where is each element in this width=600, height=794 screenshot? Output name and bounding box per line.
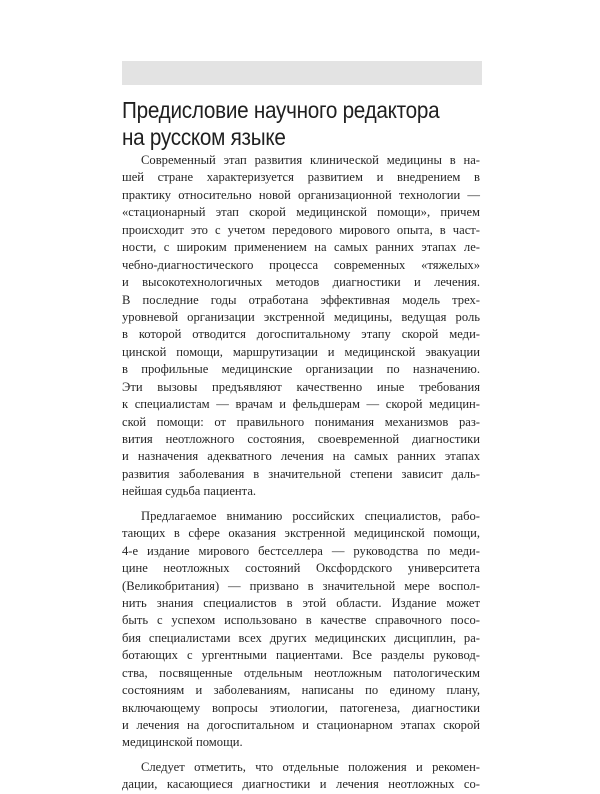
- paragraph-line: медицинской помощи.: [122, 735, 243, 750]
- paragraph-line: и высокотехнологичных методов диагностики и лечения.: [122, 275, 480, 290]
- paragraph-line: в профильные медицинские организации по назначению.: [122, 362, 480, 377]
- paragraph-line: нейшая судьба пациента.: [122, 484, 257, 499]
- paragraph-line: ской помощи: от правильного понимания механизмов раз-: [122, 414, 480, 429]
- title-line-2: на русском языке: [122, 124, 286, 150]
- paragraph-line: состояниям и заболеваниям, написаны по единому плану,: [122, 683, 480, 698]
- paragraph-gap: [122, 501, 480, 508]
- paragraph-line: уровневой организации экстренной медицины, ведущая роль: [122, 309, 480, 324]
- paragraph-line: ства, посвященные отдельным неотложным патологическим: [122, 665, 480, 680]
- paragraph-line: «стационарный этап скорой медицинской помощи», причем: [122, 205, 480, 220]
- paragraph-line: вития неотложного состояния, своевременной диагностики: [122, 432, 480, 446]
- paragraph-line: развития заболевания в значительной степени зависит даль-: [122, 466, 480, 481]
- header-bar: [122, 61, 482, 85]
- paragraph-line: к специалистам — врачам и фельдшерам — скорой медицин-: [122, 397, 480, 412]
- paragraph-line: Современный этап развития клинической медицины в на-: [141, 153, 480, 167]
- paragraph-line: 4-е издание мирового бестселлера — руководства по меди-: [122, 543, 480, 558]
- paragraph-line: Эти вызовы предъявляют качественно иные требования: [122, 379, 480, 394]
- paragraph-line: Предлагаемое вниманию российских специалистов, рабо-: [141, 508, 480, 523]
- paragraph-line: (Великобритания) — призвано в значительной мере воспол-: [122, 578, 480, 593]
- body-text: [122, 152, 480, 794]
- paragraph-line: ботающих с ургентными пациентами. Все разделы руковод-: [122, 648, 480, 663]
- paragraph-line: в которой отводится догоспитальному этапу скорой меди-: [122, 327, 480, 342]
- paragraph-line: В последние годы отработана эффективная модель трех-: [122, 292, 480, 307]
- paragraph-line: быть с успехом использовано в качестве справочного посо-: [122, 613, 480, 628]
- paragraph-line: тающих в сфере оказания экстренной медицинской помощи,: [122, 526, 480, 541]
- title-line-1: Предисловие научного редактора: [122, 97, 440, 123]
- paragraph-line: бия специалистами всех других медицинских дисциплин, ра-: [122, 630, 480, 645]
- paragraph-gap: [122, 752, 480, 759]
- paragraph-line: Следует отметить, что отдельные положения и рекомен-: [141, 759, 480, 774]
- paragraph-line: цине неотложных состояний Оксфордского университета: [122, 561, 480, 576]
- paragraph-line: дации, касающиеся диагностики и лечения неотложных со-: [122, 777, 480, 792]
- paragraph-line: нить знания специалистов в этой области. Издание может: [122, 595, 480, 610]
- paragraph-line: практику относительно новой организационной технологии —: [122, 187, 480, 202]
- paragraph-line: цинской помощи, маршрутизации и медицинской эвакуации: [122, 344, 480, 359]
- paragraph-line: происходит это с учетом передового мирового опыта, в част-: [122, 222, 480, 237]
- paragraph-line: включающему вопросы этиологии, патогенеза, диагностики: [122, 700, 480, 715]
- paragraph-line: ности, с широким применением на самых ранних этапах ле-: [122, 240, 480, 255]
- paragraph-line: чебно-диагностического процесса современных «тяжелых»: [122, 257, 480, 272]
- paragraph-line: шей стране характеризуется развитием и внедрением в: [122, 170, 480, 185]
- paragraph-line: и назначения адекватного лечения на самых ранних этапах: [122, 449, 480, 464]
- page-title: [122, 97, 464, 151]
- paragraph-line: и лечения на догоспитальном и стационарном этапах скорой: [122, 718, 480, 732]
